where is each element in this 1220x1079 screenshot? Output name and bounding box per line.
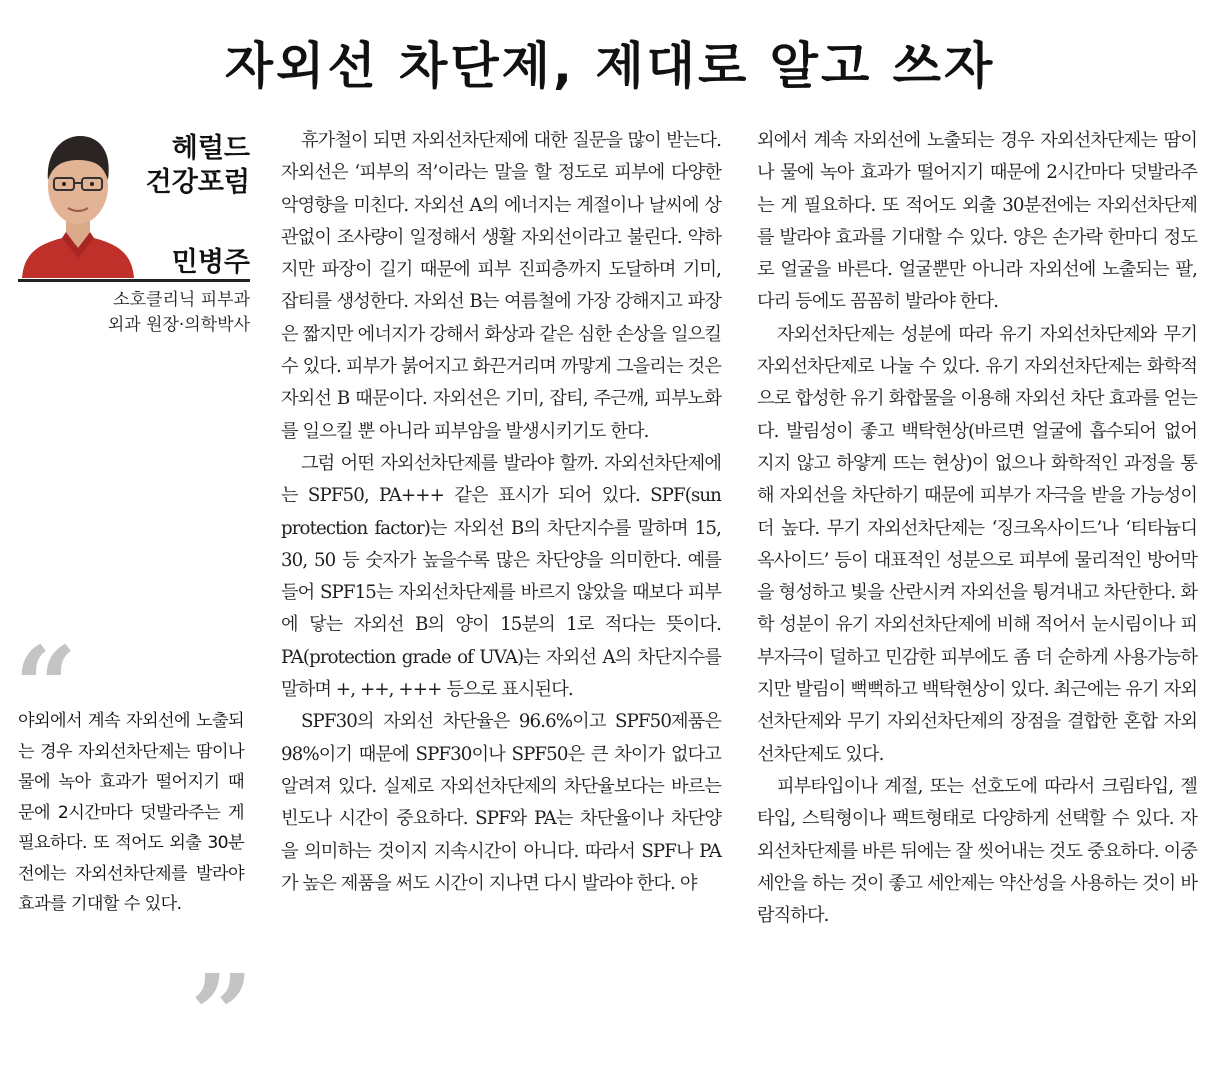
close-quote-icon: ”: [190, 950, 254, 1079]
paragraph: 자외선차단제는 성분에 따라 유기 자외선차단제와 무기 자외선차단제로 나눌 수 있다. 유기 자외선차단제는 화학적으로 합성한 유기 화합물을 이용해 자외선 차단 효과를 얻는다. 발림성이 좋고 백탁현상(바르면 얼굴에 흡수되어 없어지지 않고 하얗게 뜨는 현상)이 없으나 화학적인 과정을 통해 자외선을 차단하기 때문에 피부가 자극을 받을 가능성이 더 높다. 무기 자외선차단제는 ‘징크옥사이드’나 ‘티타늄디옥사이드’ 등이 대표적인 성분으로 피부에 물리적인 방어막을 형성하고 빛을 산란시켜 자외선을 튕겨내고 차단한다. 화학 성분이 유기 자외선차단제에 비해 적어서 눈시림이나 피부자극이 덜하고 민감한 피부에도 좀 더 순하게 사용가능하지만 발림이 뻑뻑하고 백탁현상이 있다. 최근에는 유기 자외선차단제와 무기 자외선차단제의 장점을 결합한 혼합 자외선차단제도 있다.: [757, 323, 1197, 765]
affiliation-line1: 소호클리닉 피부과: [113, 290, 250, 310]
column-title-line2: 건강포럼: [145, 167, 250, 198]
author-portrait: [18, 124, 138, 278]
open-quote-icon: “: [14, 622, 78, 751]
headline: 자외선 차단제, 제대로 알고 쓰자: [224, 37, 996, 95]
paragraph: 휴가철이 되면 자외선차단제에 대한 질문을 많이 받는다. 자외선은 ‘피부의 적’이라는 말을 할 정도로 피부에 다양한 악영향을 미친다. 자외선 A의 에너지는 계절이나 날씨에 상관없이 조사량이 일정해서 생활 자외선이라고 불린다. 약하지만 파장이 길기 때문에 피부 진피층까지 도달하며 기미, 잡티를 생성한다. 자외선 B는 여름철에 가장 강해지고 파장은 짧지만 에너지가 강해서 화상과 같은 심한 손상을 일으킬 수 있다. 피부가 붉어지고 화끈거리며 까맣게 그을리는 것은 자외선 B 때문이다. 자외선은 기미, 잡티, 주근깨, 피부노화를 일으킬 뿐 아니라 피부암을 발생시키기도 한다.: [281, 130, 721, 442]
column-title-line1: 헤럴드: [171, 133, 250, 164]
author-affiliation: [108, 288, 250, 338]
paragraph: 그럼 어떤 자외선차단제를 발라야 할까. 자외선차단제에는 SPF50, PA+++ 같은 표시가 되어 있다. SPF(sun protection factor)는 자외선 B의 차단지수를 말하며 15, 30, 50 등 숫자가 높을수록 많은 차단양을 의미한다. 예를 들어 SPF15는 자외선차단제를 바르지 않았을 때보다 피부에 닿는 자외선 B의 양이 15분의 1로 적다는 뜻이다. PA(protection grade of UVA)는 자외선 A의 차단지수를 말하며 +, ++, +++ 등으로 표시된다.: [281, 452, 721, 701]
paragraph: SPF30의 자외선 차단율은 96.6%이고 SPF50제품은 98%이기 때문에 SPF30이나 SPF50은 큰 차이가 없다고 알려져 있다. 실제로 자외선차단제의 차단율보다는 바르는 빈도나 시간이 중요하다. SPF와 PA는 차단율이나 차단양을 의미하는 것이지 지속시간이 아니다. 따라서 SPF나 PA가 높은 제품을 써도 시간이 지나면 다시 발라야 한다. 야: [281, 711, 721, 894]
column-title: [146, 132, 250, 200]
pullquote-text: 야외에서 계속 자외선에 노출되는 경우 자외선차단제는 땀이나 물에 녹아 효과가 떨어지기 때문에 2시간마다 덧발라주는 게 필요하다. 또 적어도 외출 30분전에는 자외선차단제를 발라야 효과를 기대할 수 있다.: [18, 711, 244, 914]
article-column-1: [281, 125, 721, 900]
affiliation-line2: 외과 원장·의학박사: [107, 315, 250, 335]
article-column-2: [757, 125, 1197, 932]
author-name: 민병주: [171, 247, 250, 278]
author-divider: [18, 279, 250, 282]
paragraph: 외에서 계속 자외선에 노출되는 경우 자외선차단제는 땀이나 물에 녹아 효과가 떨어지기 때문에 2시간마다 덧발라주는 게 필요하다. 또 적어도 외출 30분전에는 자외선차단제를 발라야 효과를 기대할 수 있다. 양은 손가락 한마디 정도로 얼굴을 바른다. 얼굴뿐만 아니라 자외선에 노출되는 팔, 다리 등에도 꼼꼼히 발라야 한다.: [757, 130, 1197, 313]
author-box: [18, 124, 250, 280]
paragraph: 피부타입이나 계절, 또는 선호도에 따라서 크림타입, 젤타입, 스틱형이나 팩트형태로 다양하게 선택할 수 있다. 자외선차단제를 바른 뒤에는 잘 씻어내는 것도 중요하다. 이중세안을 하는 것이 좋고 세안제는 약산성을 사용하는 것이 바람직하다.: [757, 775, 1197, 927]
